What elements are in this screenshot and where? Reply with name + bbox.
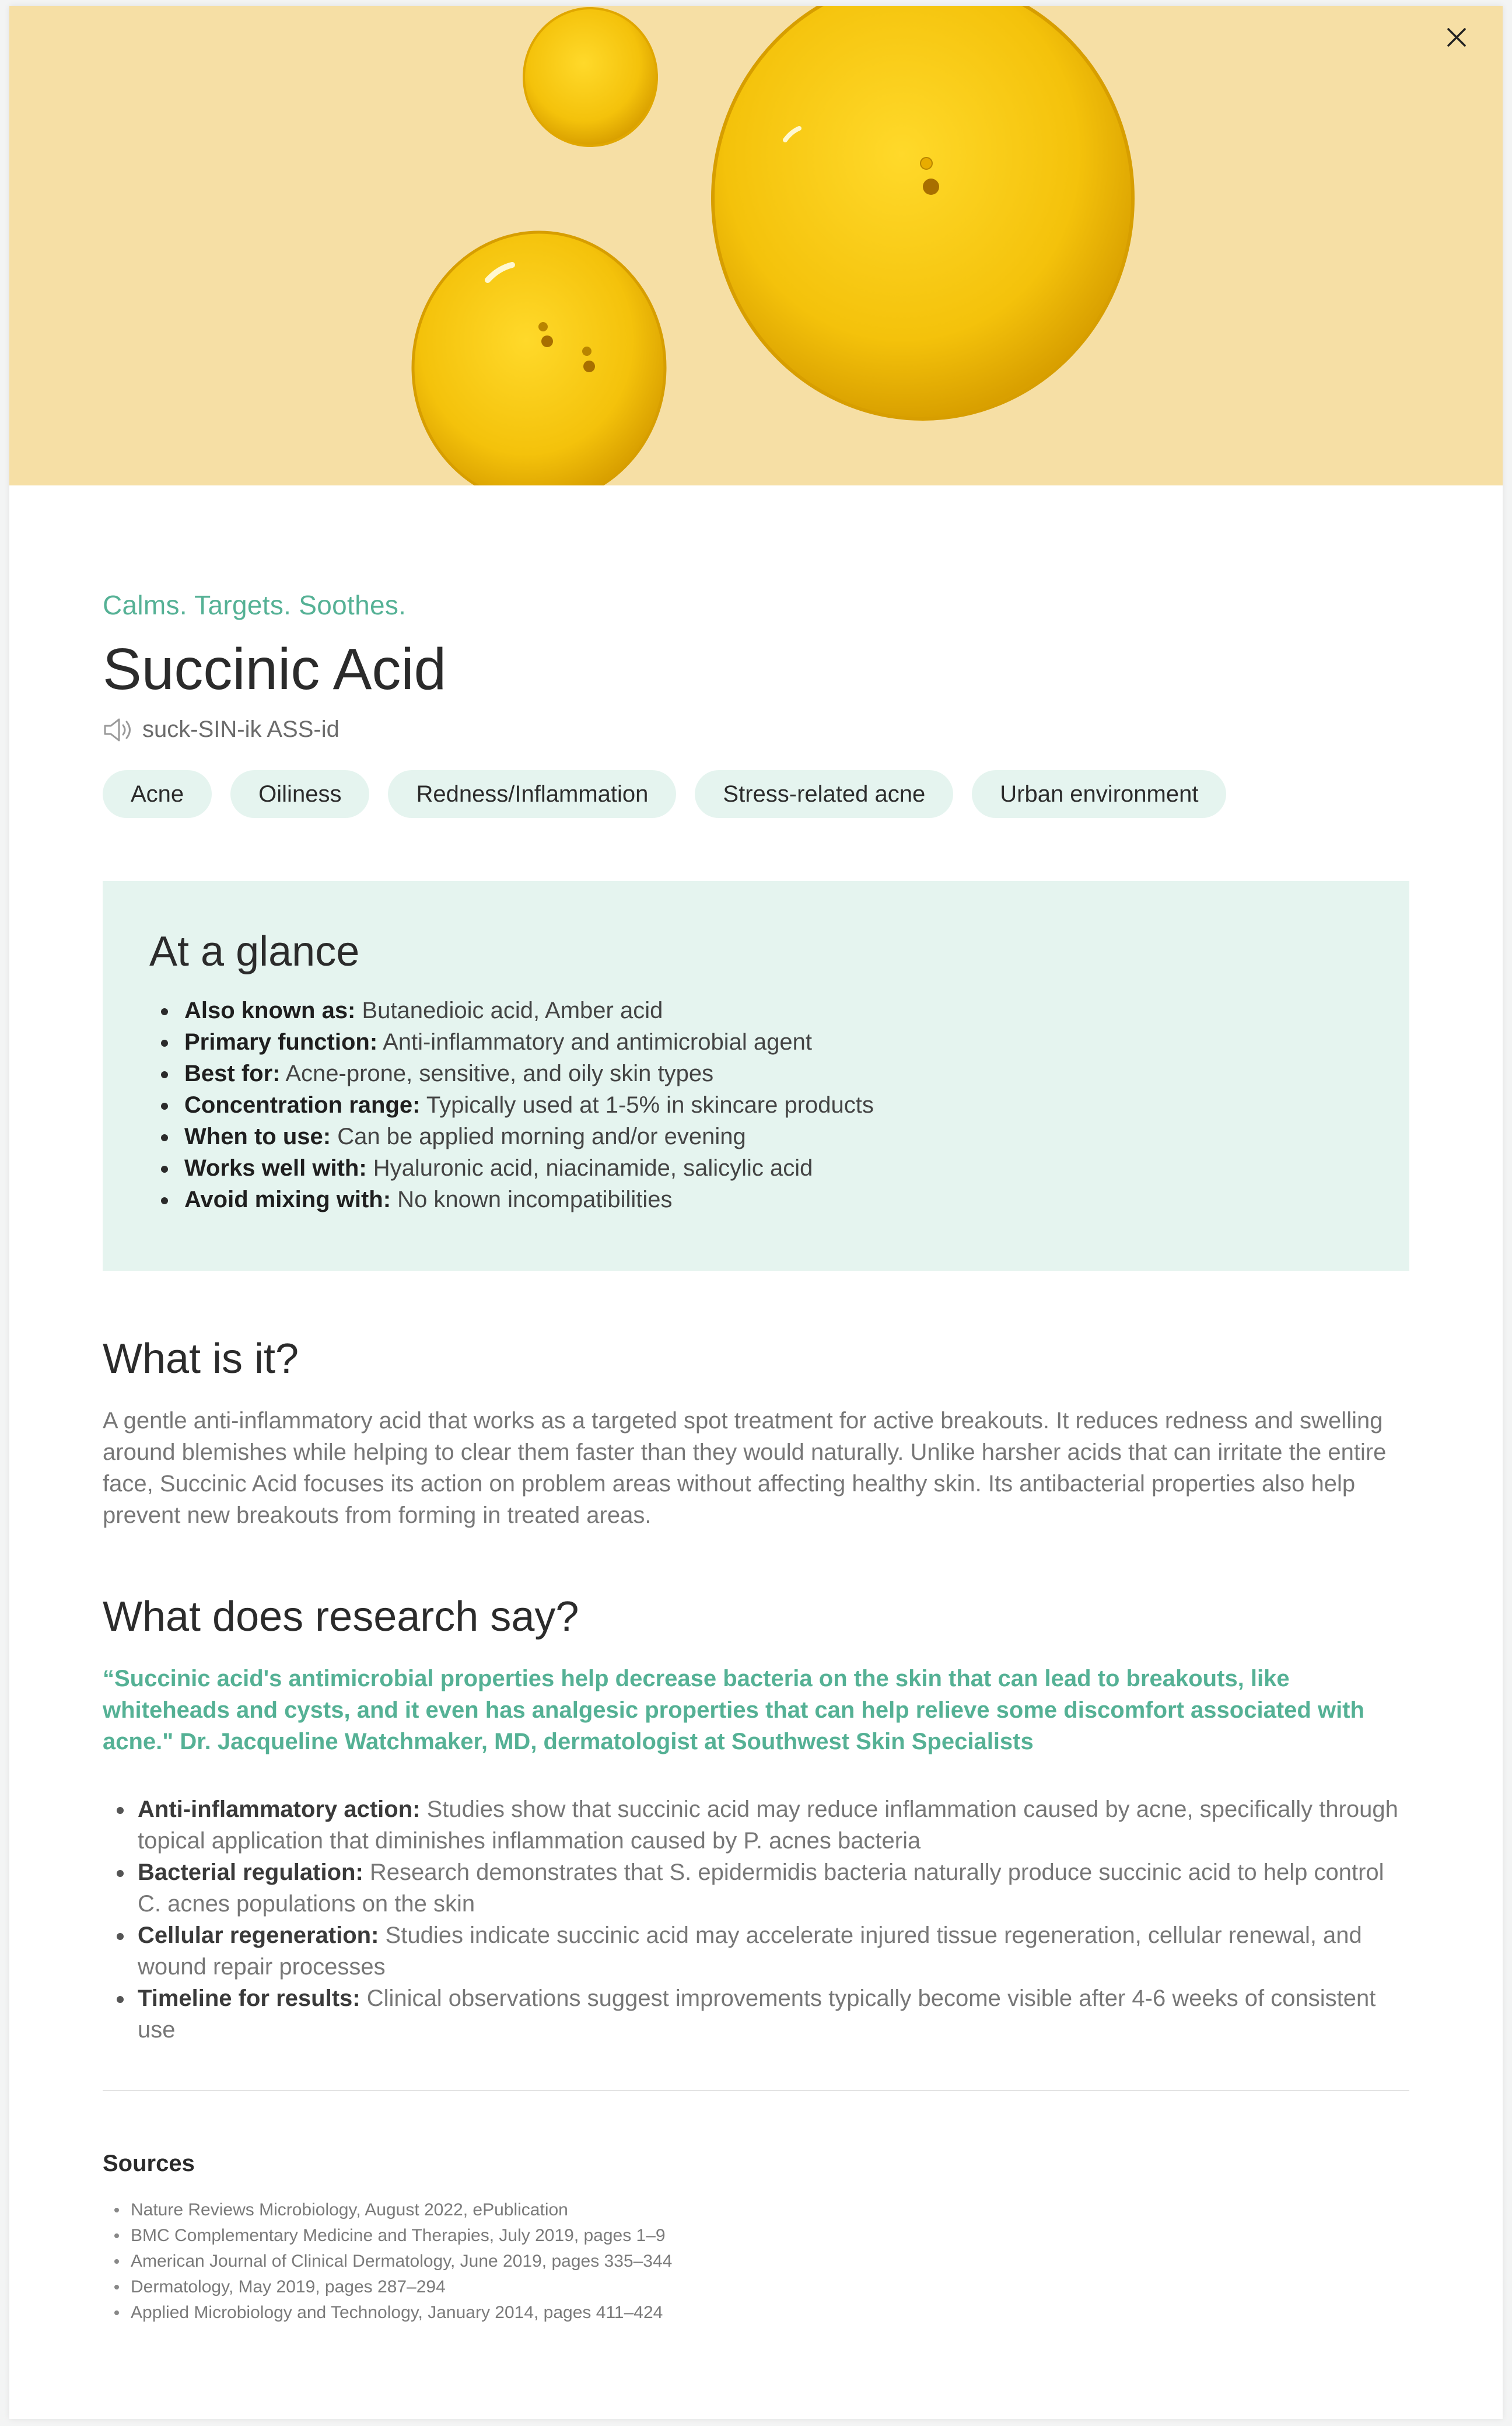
source-item: Applied Microbiology and Technology, January 2014, pages 411–424 bbox=[103, 2300, 672, 2326]
tag-list bbox=[103, 770, 1226, 818]
oil-drops-illustration bbox=[9, 6, 1503, 485]
oil-drop-small bbox=[524, 8, 657, 146]
oil-drop-large bbox=[713, 6, 1133, 419]
list-item: Bacterial regulation: Research demonstrates that S. epidermidis bacteria naturally produce succinic acid to help control C. acnes populations on the skin bbox=[103, 1857, 1409, 1920]
close-icon bbox=[1445, 26, 1468, 49]
what-is-it-title: What is it? bbox=[103, 1336, 299, 1382]
ingredient-title: Succinic Acid bbox=[103, 637, 447, 702]
at-a-glance-panel bbox=[103, 881, 1409, 1271]
speaker-icon[interactable] bbox=[103, 717, 134, 743]
tag-chip[interactable]: Stress-related acne bbox=[695, 770, 953, 818]
tag-chip[interactable]: Redness/Inflammation bbox=[388, 770, 676, 818]
close-button[interactable] bbox=[1445, 26, 1487, 68]
pronunciation bbox=[103, 716, 340, 743]
list-item: Cellular regeneration: Studies indicate succinic acid may accelerate injured tissue regeneration, cellular renewal, and wound repair processes bbox=[103, 1920, 1409, 1983]
list-item: Also known as: Butanedioic acid, Amber acid bbox=[149, 995, 1363, 1026]
list-item: Anti-inflammatory action: Studies show that succinic acid may reduce inflammation caused by acne, specifically through topical application that diminishes inflammation caused by P. acnes bacteria bbox=[103, 1794, 1409, 1857]
at-a-glance-list bbox=[149, 995, 1363, 1215]
sources-list bbox=[103, 2197, 672, 2326]
source-item: Nature Reviews Microbiology, August 2022, ePublication bbox=[103, 2197, 672, 2223]
research-title: What does research say? bbox=[103, 1593, 579, 1640]
research-quote: “Succinic acid's antimicrobial properties help decrease bacteria on the skin that can lead to breakouts, like whiteheads and cysts, and it even has analgesic properties that can help relieve some discomfort associated with acne." Dr. Jacqueline Watchmaker, MD, dermatologist at Southwest Skin Specialists bbox=[103, 1666, 1364, 1754]
list-item: Primary function: Anti-inflammatory and antimicrobial agent bbox=[149, 1026, 1363, 1058]
source-item: American Journal of Clinical Dermatology, June 2019, pages 335–344 bbox=[103, 2249, 672, 2274]
source-item: Dermatology, May 2019, pages 287–294 bbox=[103, 2274, 672, 2300]
ingredient-modal bbox=[9, 6, 1503, 2419]
oil-drop-medium bbox=[413, 232, 665, 485]
pronunciation-text: suck-SIN-ik ASS-id bbox=[142, 716, 340, 742]
hero-image bbox=[9, 6, 1503, 485]
source-item: BMC Complementary Medicine and Therapies, July 2019, pages 1–9 bbox=[103, 2223, 672, 2249]
list-item: Concentration range: Typically used at 1-5% in skincare products bbox=[149, 1089, 1363, 1121]
list-item: Timeline for results: Clinical observations suggest improvements typically become visible after 4-6 weeks of consistent use bbox=[103, 1983, 1409, 2046]
what-is-it-body: A gentle anti-inflammatory acid that works as a targeted spot treatment for active breakouts. It reduces redness and swelling around blemishes while helping to clear them faster than they would naturally. Unlike harsher acids that can irritate the entire face, Succinic Acid focuses its action on problem areas without affecting healthy skin. Its antibacterial properties also help prevent new breakouts from forming in treated areas. bbox=[103, 1408, 1387, 1528]
list-item: Best for: Acne-prone, sensitive, and oily skin types bbox=[149, 1058, 1363, 1089]
list-item: Works well with: Hyaluronic acid, niacinamide, salicylic acid bbox=[149, 1152, 1363, 1184]
research-list bbox=[103, 1794, 1409, 2046]
sources-title: Sources bbox=[103, 2151, 195, 2176]
at-a-glance-title: At a glance bbox=[149, 928, 360, 975]
ingredient-tagline: Calms. Targets. Soothes. bbox=[103, 590, 407, 620]
tag-chip[interactable]: Oiliness bbox=[230, 770, 369, 818]
tag-chip[interactable]: Urban environment bbox=[972, 770, 1226, 818]
list-item: When to use: Can be applied morning and/or evening bbox=[149, 1121, 1363, 1152]
tag-chip[interactable]: Acne bbox=[103, 770, 212, 818]
list-item: Avoid mixing with: No known incompatibilities bbox=[149, 1184, 1363, 1215]
section-divider bbox=[103, 2090, 1409, 2091]
